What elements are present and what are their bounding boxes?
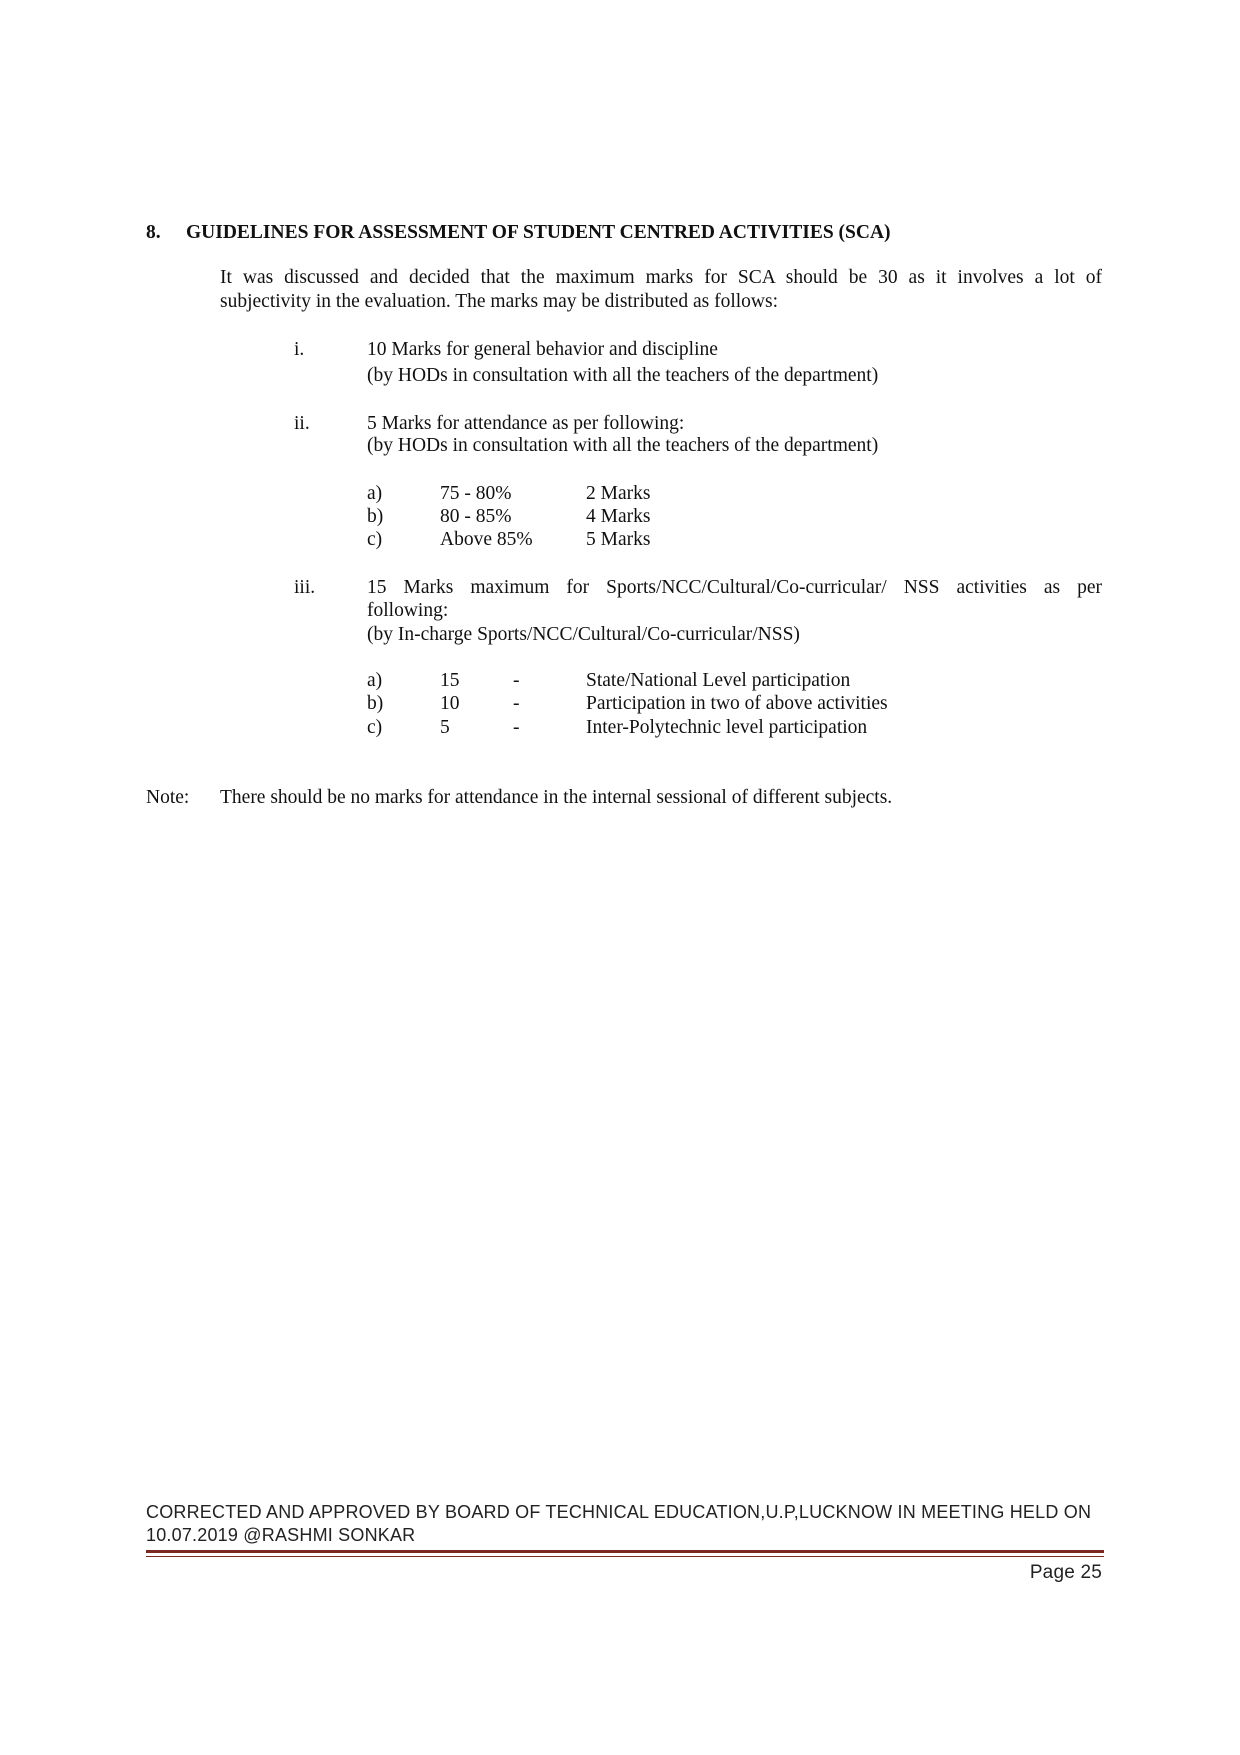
activity-row-desc: Inter-Polytechnic level participation xyxy=(586,717,868,738)
item-numeral-i: i. xyxy=(294,339,305,360)
attendance-row-range: Above 85% xyxy=(440,529,533,550)
note-label: Note: xyxy=(146,787,190,808)
activity-row-label: c) xyxy=(367,717,383,738)
activity-row-label: a) xyxy=(367,670,383,691)
footer-line-1: CORRECTED AND APPROVED BY BOARD OF TECHNICAL EDUCATION,U.P,LUCKNOW IN MEETING HELD ON xyxy=(146,1502,1092,1522)
attendance-row-label: c) xyxy=(367,529,383,550)
activity-row-marks: 10 xyxy=(440,693,460,714)
activity-row-dash: - xyxy=(513,693,520,714)
activity-row-marks: 5 xyxy=(440,717,450,738)
note-text: There should be no marks for attendance in the internal sessional of different subjects. xyxy=(220,787,893,808)
attendance-row-marks: 4 Marks xyxy=(586,506,651,527)
activity-row-desc: State/National Level participation xyxy=(586,670,851,691)
activity-row-desc: Participation in two of above activities xyxy=(586,693,888,714)
item-ii-line-2: (by HODs in consultation with all the teachers of the department) xyxy=(367,435,879,456)
item-iii-line-1: 15 Marks maximum for Sports/NCC/Cultural/Co-curricular/ NSS activities as per xyxy=(367,577,1102,598)
footer-line-2: 10.07.2019 @RASHMI SONKAR xyxy=(146,1525,416,1545)
intro-line-2: subjectivity in the evaluation. The marks may be distributed as follows: xyxy=(220,291,778,312)
item-i-line-2: (by HODs in consultation with all the teachers of the department) xyxy=(367,365,879,386)
attendance-row-range: 80 - 85% xyxy=(440,506,512,527)
item-iii-line-2: following: xyxy=(367,600,449,621)
attendance-row-label: b) xyxy=(367,506,384,527)
attendance-row-marks: 5 Marks xyxy=(586,529,651,550)
attendance-row-label: a) xyxy=(367,483,383,504)
item-iii-line-3: (by In-charge Sports/NCC/Cultural/Co-curricular/NSS) xyxy=(367,624,800,645)
item-ii-line-1: 5 Marks for attendance as per following: xyxy=(367,413,685,434)
section-title: GUIDELINES FOR ASSESSMENT OF STUDENT CENTRED ACTIVITIES (SCA) xyxy=(186,222,891,243)
activity-row-label: b) xyxy=(367,693,384,714)
section-number: 8. xyxy=(146,222,161,243)
item-numeral-iii: iii. xyxy=(294,577,316,598)
footer-rule xyxy=(146,1550,1104,1553)
activity-row-marks: 15 xyxy=(440,670,460,691)
item-numeral-ii: ii. xyxy=(294,413,310,434)
intro-line-1: It was discussed and decided that the maximum marks for SCA should be 30 as it involves a lot of xyxy=(220,267,1102,288)
attendance-row-range: 75 - 80% xyxy=(440,483,512,504)
footer-rule-thin xyxy=(146,1556,1104,1557)
attendance-row-marks: 2 Marks xyxy=(586,483,651,504)
item-i-line-1: 10 Marks for general behavior and discipline xyxy=(367,339,718,360)
page-number: Page 25 xyxy=(1029,1562,1102,1583)
activity-row-dash: - xyxy=(513,670,520,691)
activity-row-dash: - xyxy=(513,717,520,738)
